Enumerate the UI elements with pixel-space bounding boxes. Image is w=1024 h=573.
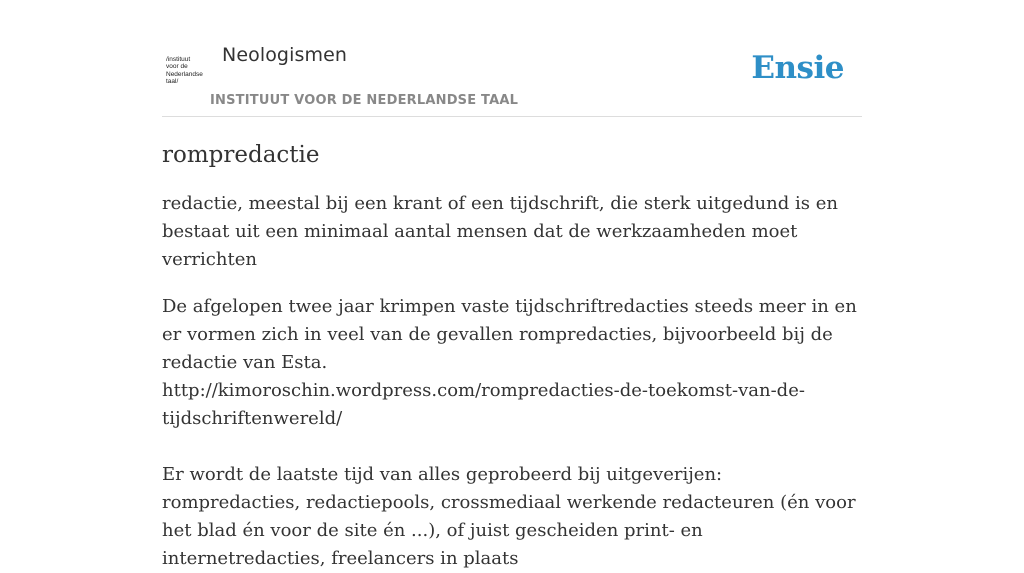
entry-term: rompredactie [162, 142, 320, 168]
brand-name[interactable]: Neologismen [222, 44, 348, 66]
ensie-link[interactable]: Ensie [751, 50, 844, 86]
example-text: De afgelopen twee jaar krimpen vaste tijdschriftredacties steeds meer in en er vormen zich in veel van de gevallen rompredacties, bijvoorbeeld bij de redactie van Esta. [162, 296, 857, 373]
brand-subtitle: INSTITUUT VOOR DE NEDERLANDSE TAAL [210, 93, 519, 108]
logo-line: Nederlandse [166, 70, 203, 78]
logo-line: /instituut [166, 56, 191, 63]
header [162, 0, 862, 117]
example-source-url: http://kimoroschin.wordpress.com/rompredacties-de-toekomst-van-de-tijdschriftenwereld/ [162, 380, 805, 429]
logo-line: voor de [166, 63, 188, 71]
example-text: Er wordt de laatste tijd van alles geprobeerd bij uitgeverijen: rompredacties, redactiepools, crossmediaal werkende redacteuren (én voor het blad én voor de site én ...), of juist gescheiden print- en internetredacties, freelancers in plaats [162, 464, 856, 569]
entry-content [162, 141, 862, 573]
page [162, 0, 862, 573]
logo-line: taal/ [166, 78, 179, 86]
ivdnt-logo[interactable] [166, 56, 208, 86]
entry-example [162, 293, 862, 573]
spacer [162, 433, 862, 461]
entry-definition: redactie, meestal bij een krant of een tijdschrift, die sterk uitgedund is en bestaat uit een minimaal aantal mensen dat de werkzaamheden moet verrichten [162, 193, 838, 270]
